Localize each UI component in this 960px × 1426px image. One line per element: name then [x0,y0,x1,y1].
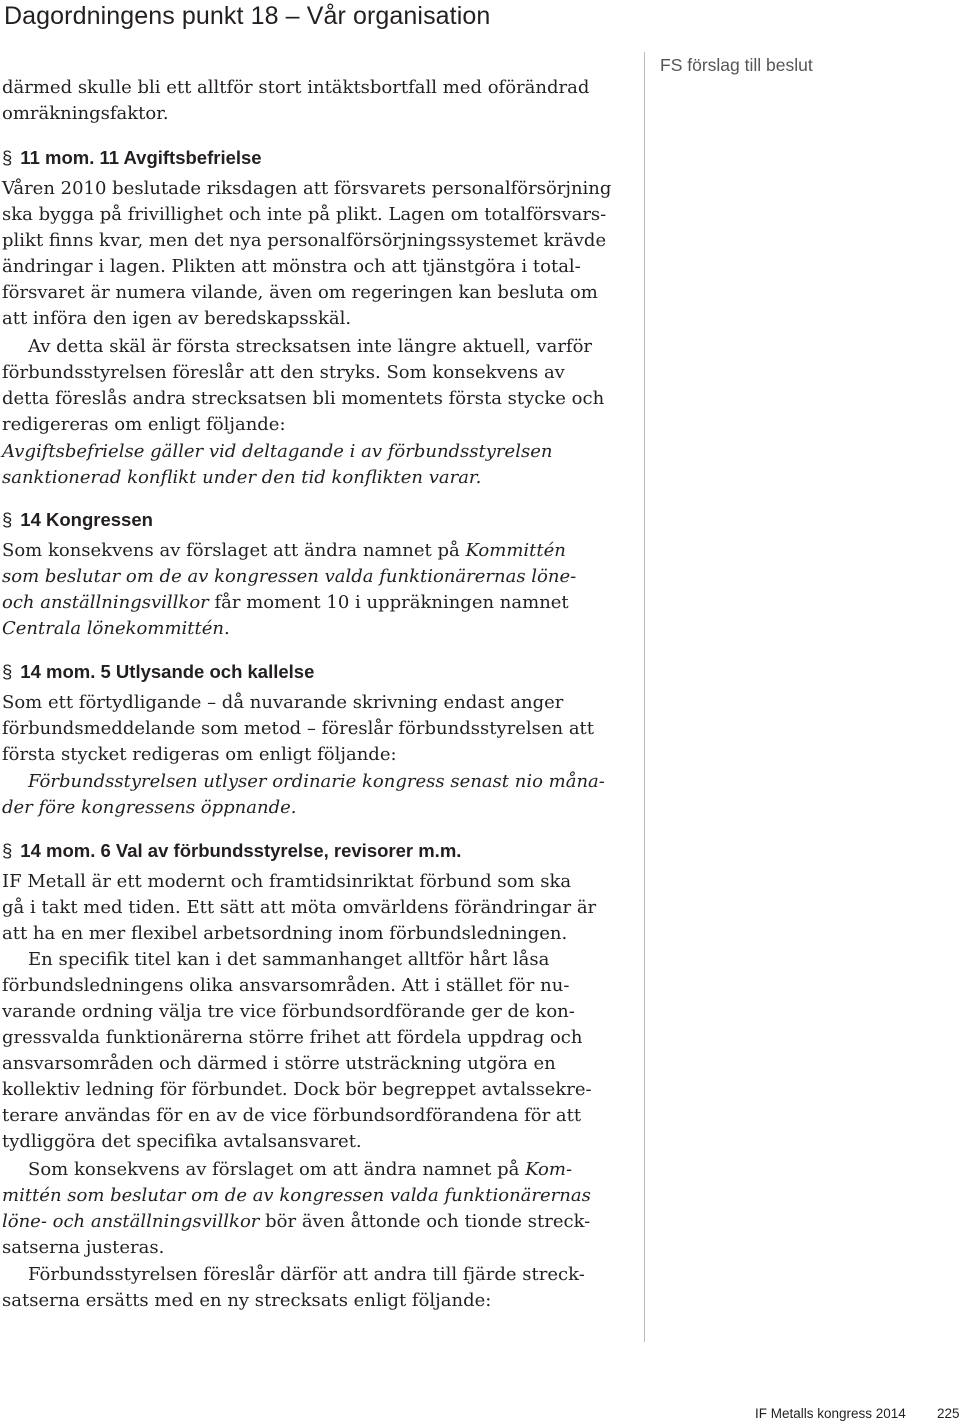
body-line: satserna ersätts med en ny strecksats enligt följande: [2,1290,492,1311]
body-line: att införa den igen av beredskapsskäl. [2,308,352,329]
page-header-title: Dagordningens punkt 18 – Vår organisation [4,2,491,30]
body-line: ansvarsområden och därmed i större utsträckning utgöra en [2,1053,556,1074]
body-line: kollektiv ledning för förbundet. Dock bör begreppet avtalssekre- [2,1079,592,1100]
body-line: IF Metall är ett modernt och framtidsinriktat förbund som ska [2,871,572,892]
section-sign-icon: § [2,840,13,861]
side-label: FS förslag till beslut [660,55,813,75]
body-line: Förbundsstyrelsen föreslår därför att andra till fjärde streck- [28,1264,585,1285]
body-line: En specifik titel kan i det sammanhanget alltför hårt låsa [28,949,550,970]
body-line: och anställningsvillkor får moment 10 i uppräkningen namnet [2,592,569,613]
body-line: satserna justeras. [2,1237,165,1258]
column-divider [644,52,645,1342]
section-sign-icon: § [2,509,13,530]
page-number: 225 [937,1406,960,1421]
body-line: gressvalda funktionärerna större frihet att fördela uppdrag och [2,1027,583,1048]
body-line: förbundsstyrelsen föreslår att den stryks. Som konsekvens av [2,362,565,383]
section-heading: § 11 mom. 11 Avgiftsbefrielse [2,147,262,168]
quoted-line: Förbundsstyrelsen utlyser ordinarie kongress senast nio måna- [28,771,605,792]
body-line: Centrala lönekommittén. [2,618,230,639]
section-sign-icon: § [2,661,13,682]
body-line: att ha en mer flexibel arbetsordning inom förbundsledningen. [2,923,568,944]
body-line: försvaret är numera vilande, även om regeringen kan besluta om [2,282,598,303]
body-line: detta föreslås andra strecksatsen bli momentets första stycke och [2,388,605,409]
body-line: ändringar i lagen. Plikten att mönstra och att tjänstgöra i total- [2,256,581,277]
body-line: Som konsekvens av förslaget att ändra namnet på Kommittén [2,540,566,561]
body-line: gå i takt med tiden. Ett sätt att möta omvärldens förändringar är [2,897,597,918]
body-line: som beslutar om de av kongressen valda funktionärernas löne- [2,566,577,587]
body-line: tydliggöra det specifika avtalsansvaret. [2,1131,362,1152]
quoted-line: der före kongressens öppnande. [2,797,297,818]
section-heading: § 14 Kongressen [2,509,153,530]
body-line: redigereras om enligt följande: [2,414,286,435]
body-line: plikt finns kvar, men det nya personalförsörjningssystemet krävde [2,230,607,251]
body-line: Som ett förtydligande – då nuvarande skrivning endast anger [2,692,564,713]
quoted-line: sanktionerad konflikt under den tid konflikten varar. [2,467,482,488]
quoted-line: Avgiftsbefrielse gäller vid deltagande i av förbundsstyrelsen [2,441,553,462]
body-line: terare användas för en av de vice förbundsordförandena för att [2,1105,582,1126]
body-line: Av detta skäl är första strecksatsen inte längre aktuell, varför [28,336,593,357]
body-line: löne- och anställningsvillkor bör även åttonde och tionde streck- [2,1211,591,1232]
section-heading: § 14 mom. 5 Utlysande och kallelse [2,661,315,682]
section-heading: § 14 mom. 6 Val av förbundsstyrelse, revisorer m.m. [2,840,462,861]
body-line: ska bygga på frivillighet och inte på plikt. Lagen om totalförsvars- [2,204,607,225]
footer-publication: IF Metalls kongress 2014 [755,1406,906,1421]
body-line: förbundsmeddelande som metod – föreslår förbundsstyrelsen att [2,718,595,739]
body-line: första stycket redigeras om enligt följande: [2,744,397,765]
section-sign-icon: § [2,147,13,168]
body-line: därmed skulle bli ett alltför stort intäktsbortfall med oförändrad [2,77,590,98]
body-line: varande ordning välja tre vice förbundsordförande ger de kon- [2,1001,575,1022]
body-line: mittén som beslutar om de av kongressen valda funktionärernas [2,1185,591,1206]
body-line: omräkningsfaktor. [2,103,169,124]
body-line: Våren 2010 beslutade riksdagen att försvarets personalförsörjning [2,178,612,199]
body-line: förbundsledningens olika ansvarsområden. Att i stället för nu- [2,975,570,996]
body-line: Som konsekvens av förslaget om att ändra namnet på Kom- [28,1159,573,1180]
